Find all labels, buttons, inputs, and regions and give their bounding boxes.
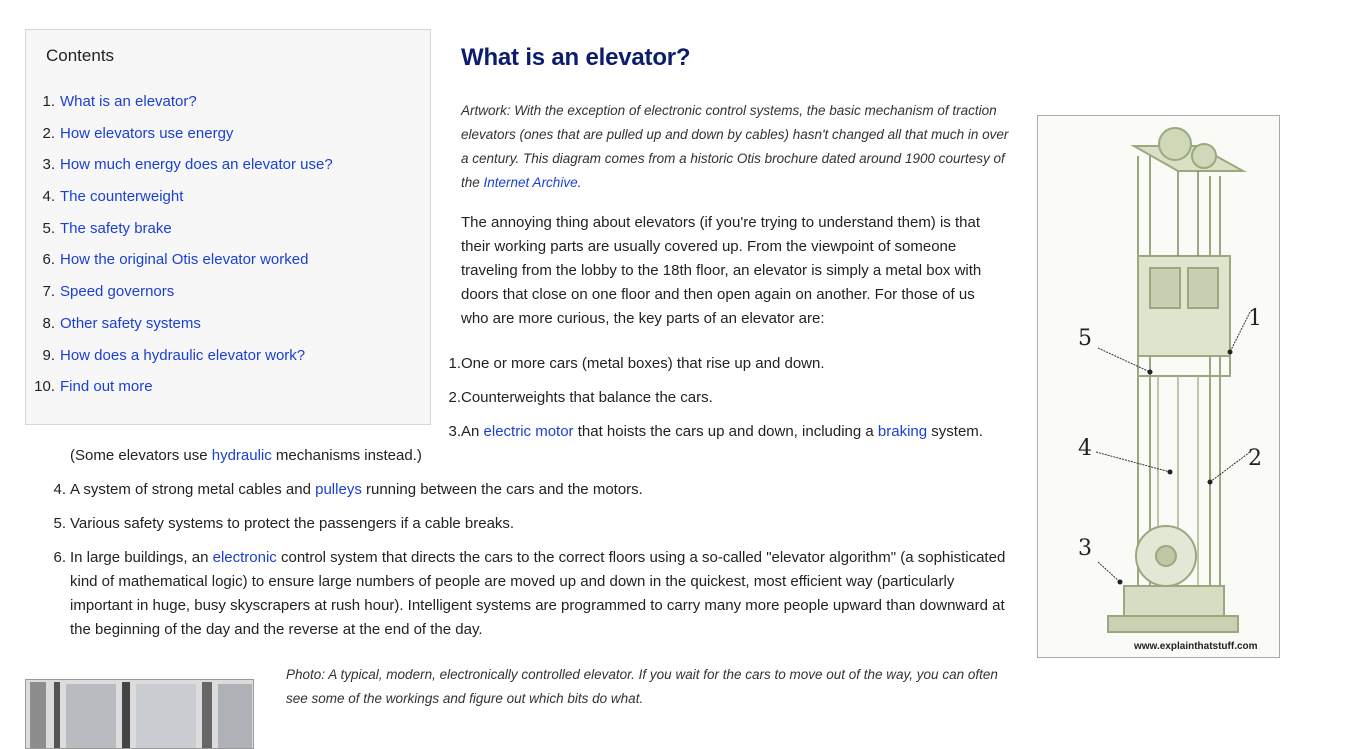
artwork-caption-text: Artwork: With the exception of electronic control systems, the basic mechanism of traction elevators (ones that are pulled up and down by cables) hasn't changed all that much in over a century. This diagram comes from a historic Otis brochure dated around 1900 courtesy of the <box>461 103 1009 190</box>
intro-paragraph: The annoying thing about elevators (if you're trying to understand them) is that their working parts are usually covered up. From the viewpoint of someone traveling from the lobby to the 18th floor, an elevator is simply a metal box with doors that close on one floor and then open again on another. For those of us who are more curious, the key parts of an elevator are: <box>461 214 982 327</box>
list-item <box>441 352 1011 376</box>
toc-item-number: 7. <box>42 283 55 301</box>
list-item-text: One or more cars (metal boxes) that rise up and down. <box>461 355 825 372</box>
elevator-photo <box>25 679 254 749</box>
toc-item-number: 3. <box>42 156 55 174</box>
artwork-caption <box>461 99 1011 195</box>
list-item <box>46 478 1006 502</box>
toc-item <box>26 314 333 346</box>
toc-item <box>26 282 333 314</box>
list-item-number: 1. <box>448 355 461 372</box>
toc-item <box>26 124 333 156</box>
list-item-text-part: In large buildings, an <box>70 549 213 566</box>
list-item-number: 3. <box>448 423 461 440</box>
toc-link-speed-governors[interactable]: Speed governors <box>60 283 175 301</box>
article-title: What is an elevator? <box>461 44 691 71</box>
electronic-link[interactable]: electronic <box>212 549 277 566</box>
elevator-diagram-illustration <box>1038 116 1280 658</box>
toc-item-number: 9. <box>42 346 55 364</box>
artwork-caption-end: . <box>577 175 582 190</box>
electric-motor-link[interactable]: electric motor <box>483 423 574 440</box>
list-item-text-part: An <box>461 423 484 440</box>
list-item-number: 6. <box>53 549 66 566</box>
internet-archive-link[interactable]: Internet Archive <box>483 175 578 190</box>
diagram-credit: www.explainthatstuff.com <box>1134 641 1258 652</box>
toc-link-other-safety-systems[interactable]: Other safety systems <box>60 314 201 332</box>
list-item-text-part: running between the cars and the motors. <box>361 481 643 498</box>
toc-item-number: 1. <box>42 93 55 110</box>
toc-item <box>26 250 333 282</box>
photo-caption: Photo: A typical, modern, electronically controlled elevator. If you wait for the cars to move out of the way, you can often see some of the workings and figure out which bits do what. <box>286 667 998 706</box>
pulleys-link[interactable]: pulleys <box>315 481 362 498</box>
list-item <box>46 546 1006 642</box>
hydraulic-link[interactable]: hydraulic <box>211 447 272 464</box>
list-item-text-part: control system that directs the cars to the correct floors using a so-called "elevator algorithm" (a sophisticated kind of mathematical logic) to ensure large numbers of people are moved up and down in the quickest, most efficient way (particularly important in huge, busy skyscrapers at rush hour). Intelligent systems are programmed to carry many more people upward than downward at the beginning of the day and the reverse at the end of the day. <box>70 549 1006 638</box>
toc-item <box>26 92 333 124</box>
toc-item-number: 6. <box>42 251 55 269</box>
diagram-callout-2: 2 <box>1248 446 1262 471</box>
list-item-continuation <box>70 444 422 468</box>
toc-item <box>26 155 333 187</box>
list-item-text: Counterweights that balance the cars. <box>461 389 713 406</box>
list-item-text-part: that hoists the cars up and down, including a <box>573 423 878 440</box>
toc-item <box>26 219 333 251</box>
toc-item-number: 4. <box>42 188 55 206</box>
list-item-text: Various safety systems to protect the passengers if a cable breaks. <box>70 515 515 532</box>
toc-link-counterweight[interactable]: The counterweight <box>60 188 184 206</box>
toc-link-how-much-energy[interactable]: How much energy does an elevator use? <box>60 156 333 174</box>
list-item-text-part: (Some elevators use <box>70 447 212 464</box>
toc-link-what-is-an-elevator[interactable]: What is an elevator? <box>60 93 197 110</box>
toc-item-number: 8. <box>42 314 55 332</box>
diagram-callout-5: 5 <box>1078 326 1092 351</box>
list-item-number: 5. <box>53 515 66 532</box>
diagram-callout-3: 3 <box>1078 536 1092 561</box>
list-item-text <box>70 546 1006 642</box>
toc-item-number: 10. <box>34 378 55 396</box>
diagram-callout-1: 1 <box>1248 306 1262 331</box>
braking-link[interactable]: braking <box>877 423 928 440</box>
toc-link-find-out-more[interactable]: Find out more <box>60 378 153 396</box>
list-item-text <box>70 478 1006 502</box>
list-item-number: 4. <box>53 481 66 498</box>
toc-title: Contents <box>46 46 115 65</box>
elevator-photo-image <box>26 680 254 749</box>
list-item <box>46 512 1006 536</box>
toc-link-original-otis[interactable]: How the original Otis elevator worked <box>60 251 309 269</box>
toc-item <box>26 187 333 219</box>
elevator-diagram <box>1037 115 1280 658</box>
toc-item-number: 5. <box>42 219 55 237</box>
toc-list <box>26 92 333 409</box>
table-of-contents <box>25 29 431 425</box>
list-item-text-part: system. <box>927 423 983 440</box>
toc-item-number: 2. <box>42 124 55 142</box>
list-item <box>441 420 1011 444</box>
toc-link-how-elevators-use-energy[interactable]: How elevators use energy <box>60 124 234 142</box>
list-item-text-part: A system of strong metal cables and <box>70 481 316 498</box>
toc-item <box>26 377 333 409</box>
list-item-number: 2. <box>448 389 461 406</box>
list-item-text-part: mechanisms instead.) <box>271 447 422 464</box>
toc-link-safety-brake[interactable]: The safety brake <box>60 219 172 237</box>
toc-item <box>26 346 333 378</box>
diagram-callout-4: 4 <box>1078 436 1092 461</box>
list-item <box>441 386 1011 410</box>
toc-link-hydraulic-elevator[interactable]: How does a hydraulic elevator work? <box>60 346 306 364</box>
list-item-text <box>461 420 1011 444</box>
